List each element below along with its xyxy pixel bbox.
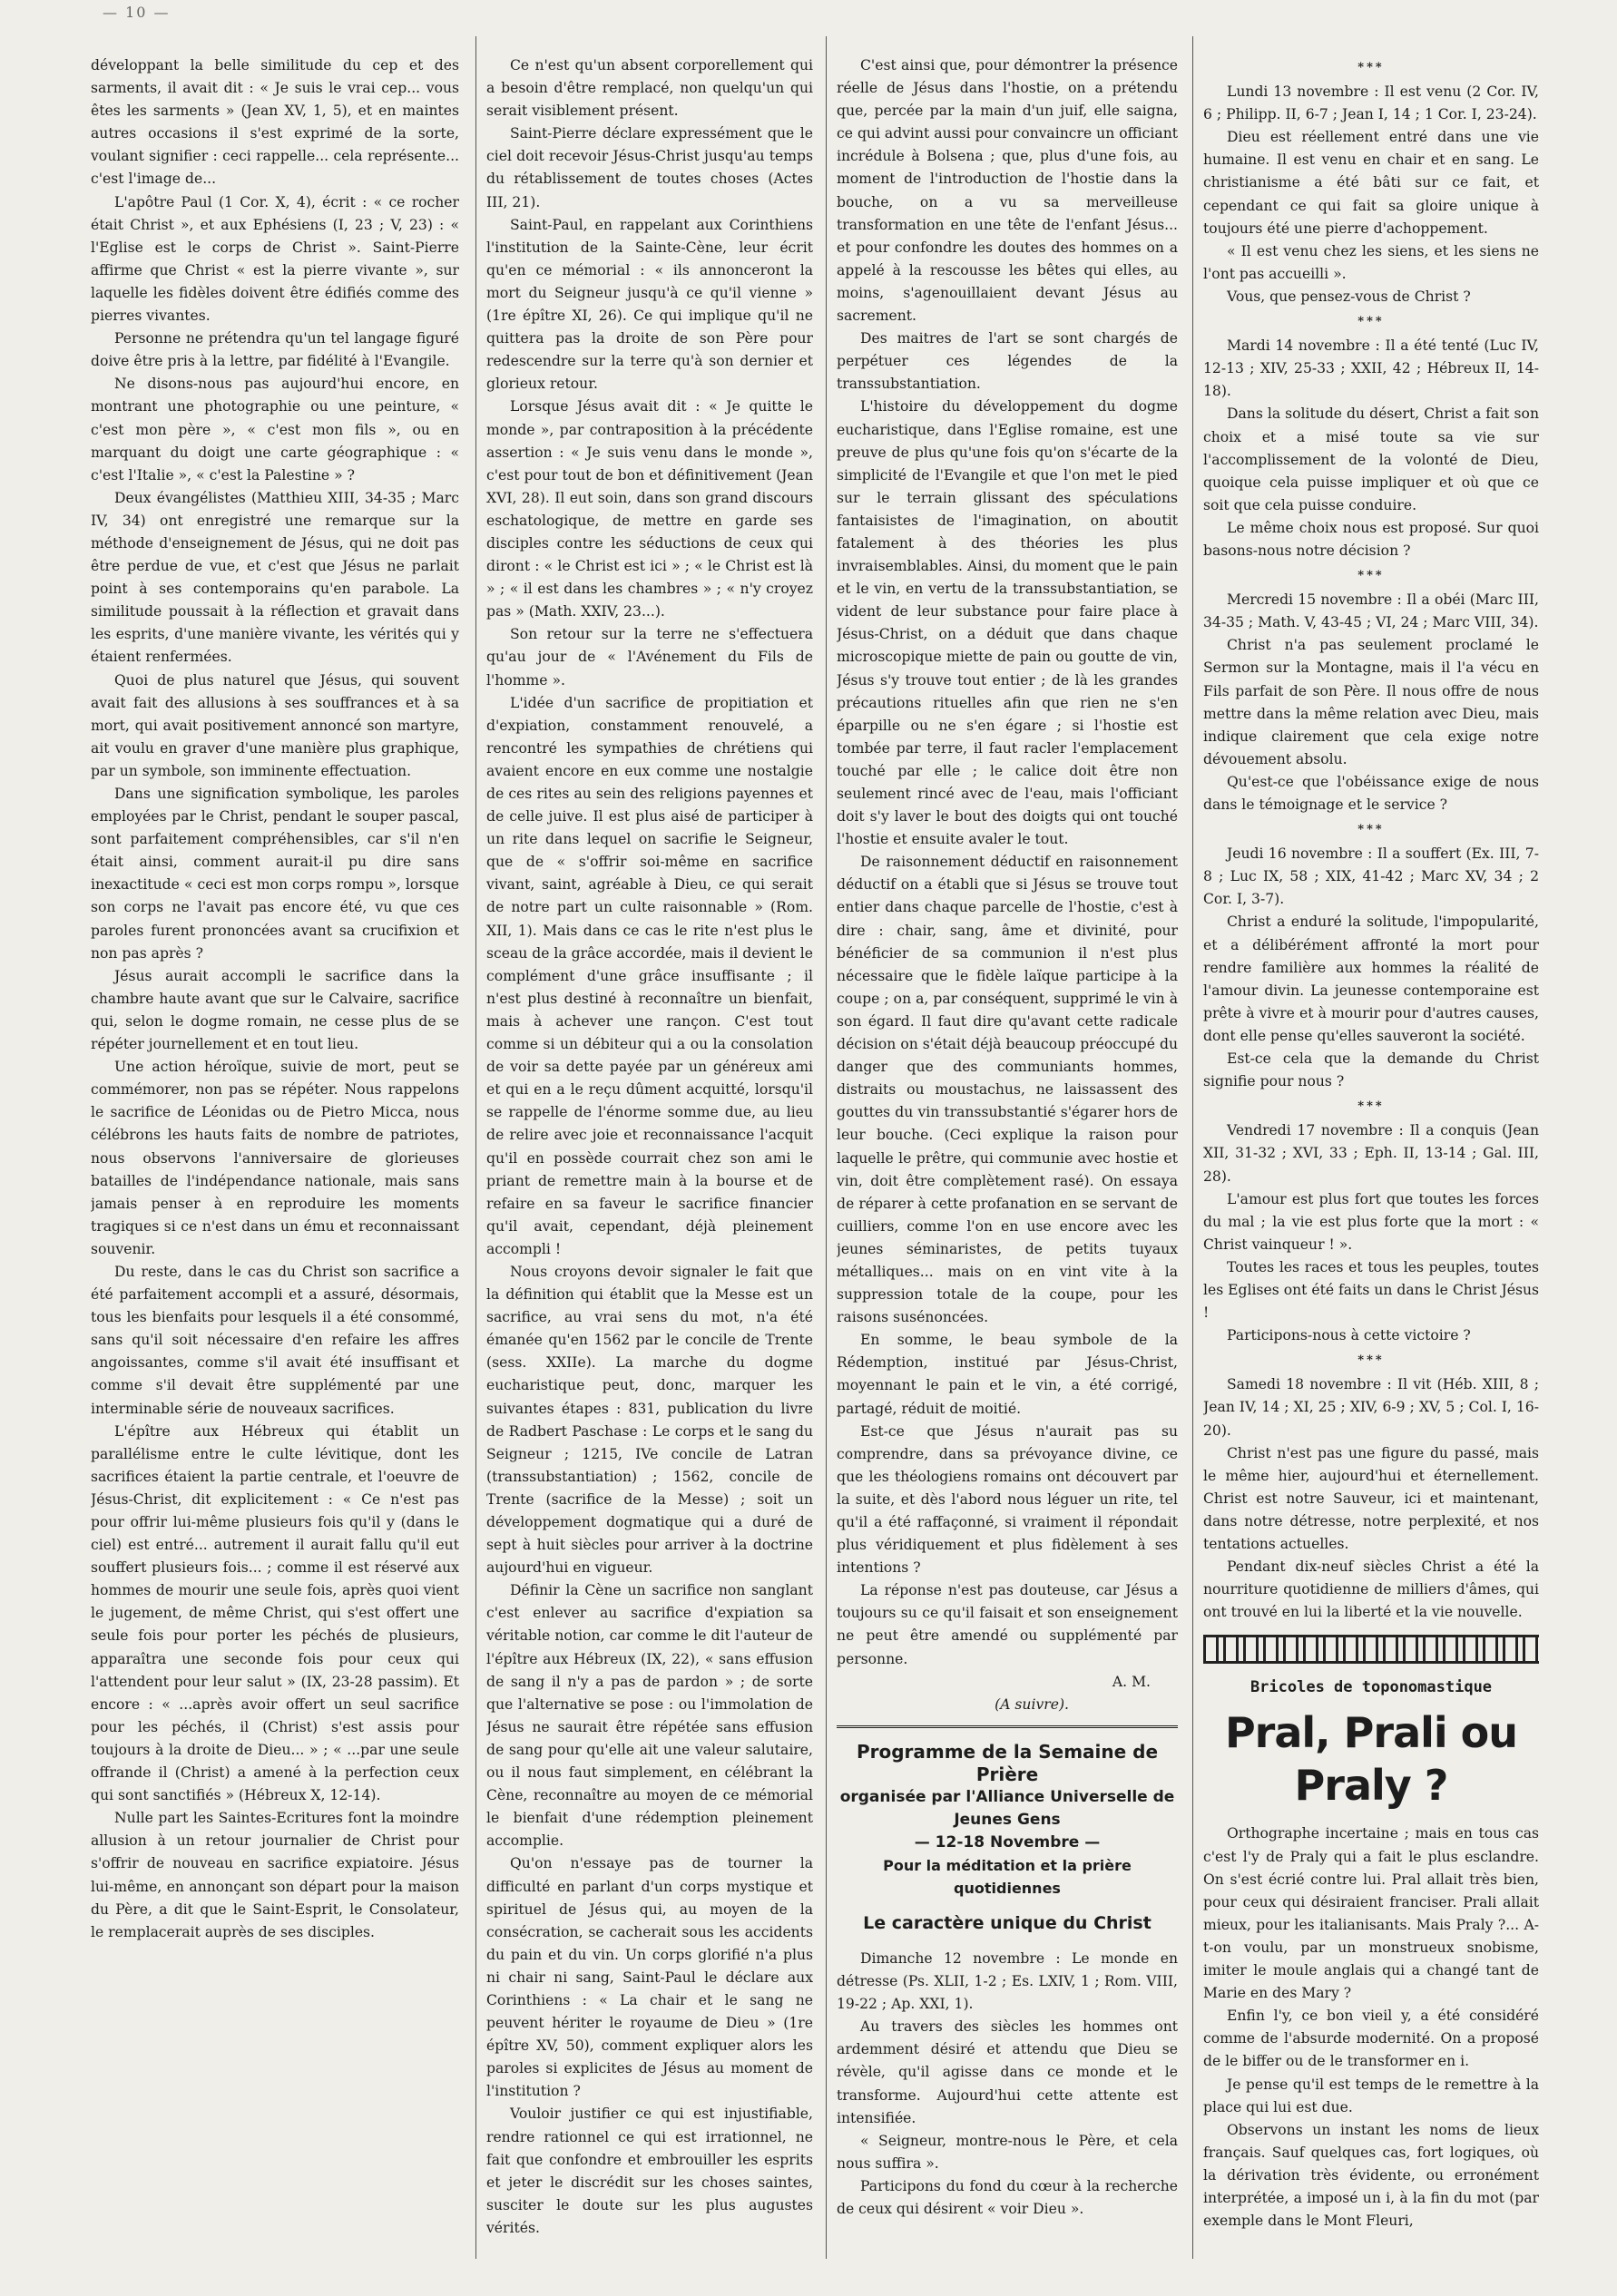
author-signature: A. M.	[1112, 1673, 1151, 1690]
paragraph: Qu'on n'essaye pas de tourner la difficulté en parlant d'un corps mystique et spirituel de Jésus qui, au moyen de la consécration, se cacherait sous les accidents du pain et du vin. Un corps glorifié n'a plus ni chair ni sang, Saint-Paul le déclare aux Corinthiens : « La chair et le sang ne peuvent hériter le royaume de Dieu » (1re épître XV, 50), comment expliquer alors les paroles si explicites de Jésus au moment de l'institution ?	[486, 1855, 813, 2100]
section-stars: ***	[1357, 1099, 1385, 1114]
paragraph: L'amour est plus fort que toutes les forces du mal ; la vie est plus forte que la mort : « Christ vainqueur ! ».	[1203, 1190, 1539, 1253]
paragraph: Dieu est réellement entré dans une vie humaine. Il est venu en chair et en sang. Le christianisme a été bâti sur ce fait, et cependant ce qui fait sa gloire unique à toujours été une pierre d'achoppement.	[1203, 129, 1539, 237]
programme-section-title: Le caractère unique du Christ	[863, 1912, 1152, 1933]
paragraph: Des maitres de l'art se sont chargés de perpétuer ces légendes de la transsubstantiation.	[837, 330, 1178, 393]
paragraph: Dimanche 12 novembre : Le monde en détresse (Ps. XLII, 1-2 ; Es. LXIV, 1 ; Rom. VIII, 19-22 ; Ap. XXI, 1).	[837, 1949, 1178, 2013]
article-column-3	[837, 54, 1178, 2268]
paragraph: Le même choix nous est proposé. Sur quoi basons-nous notre décision ?	[1203, 519, 1539, 559]
paragraph: Samedi 18 novembre : Il vit (Héb. XIII, 8 ; Jean IV, 14 ; XI, 25 ; XIV, 6-9 ; XV, 5 ; Col. I, 16-20).	[1203, 1376, 1539, 1439]
paragraph: Ce n'est qu'un absent corporellement qui a besoin d'être remplacé, non quelqu'un qui serait visiblement présent.	[486, 57, 813, 120]
paragraph: Mercredi 15 novembre : Il a obéi (Marc III, 34-35 ; Math. V, 43-45 ; VI, 24 ; Marc VIII, 34).	[1203, 591, 1539, 631]
paragraph: Mardi 14 novembre : Il a été tenté (Luc IV, 12-13 ; XIV, 25-33 ; XXII, 42 ; Hébreux II, 14-18).	[1203, 337, 1539, 400]
paragraph: Vendredi 17 novembre : Il a conquis (Jean XII, 31-32 ; XVI, 33 ; Eph. II, 13-14 ; Gal. III, 28).	[1203, 1122, 1539, 1185]
section-stars: ***	[1357, 823, 1385, 837]
paragraph: « Il est venu chez les siens, et les siens ne l'ont pas accueilli ».	[1203, 242, 1539, 282]
paragraph: Personne ne prétendra qu'un tel langage figuré doive être pris à la lettre, par fidélité à l'Evangile.	[91, 330, 459, 370]
section-stars: ***	[1357, 569, 1385, 583]
section-stars: ***	[1357, 315, 1385, 329]
paragraph: Jeudi 16 novembre : Il a souffert (Ex. III, 7-8 ; Luc IX, 58 ; XIX, 41-42 ; Marc XV, 34 ; 2 Cor. I, 3-7).	[1203, 845, 1539, 908]
paragraph: Lorsque Jésus avait dit : « Je quitte le monde », par contraposition à la précédente assertion : « Je suis venu dans le monde », c'est pour tout de bon et définitivement (Jean XVI, 28). Il eut soin, dans son grand discours eschatologique, de mettre en garde ses disciples contre les séductions de ceux qui diront : « le Christ est ici » ; « le Christ est là » ; « il est dans les chambres » ; « n'y croyez pas » (Math. XXIV, 23...).	[486, 398, 813, 620]
paragraph: Au travers des siècles les hommes ont ardemment désiré et attendu que Dieu se révèle, qu'il agisse dans ce monde et le transforme. Aujourd'hui cette attente est intensifiée.	[837, 2018, 1178, 2126]
paragraph: Est-ce cela que la demande du Christ signifie pour nous ?	[1203, 1050, 1539, 1090]
column-divider	[1192, 36, 1193, 2259]
paragraph: Participons-nous à cette victoire ?	[1227, 1327, 1471, 1344]
page-number: — 10 —	[103, 4, 171, 21]
programme-dates: — 12-18 Novembre —	[914, 1832, 1101, 1851]
paragraph: Enfin l'y, ce bon vieil y, a été considéré comme de l'absurde modernité. On a proposé de le biffer ou de le transformer en i.	[1203, 2008, 1539, 2070]
paragraph: L'idée d'un sacrifice de propitiation et d'expiation, constamment renouvelé, a rencontré les sympathies de chrétiens qui avaient encore en eux comme une nostalgie de ces rites au sein des religions payennes et de celle juive. Il est plus aisé de participer à un rite dans lequel on sacrifie le Seigneur, que de « s'offrir soi-même en sacrifice vivant, saint, agréable à Dieu, ce qui serait de notre part un culte raisonnable » (Rom. XII, 1). Mais dans ce cas le rite n'est plus le sceau de la grâce accordée, mais il devient le complément d'une grâce insuffisante ; il n'est plus destiné à reconnaître un bienfait, mais à achever une rançon. C'est tout comme si un débiteur qui a ou la consolation de voir sa dette payée par un généreux ami et qui en a le reçu dûment acquitté, lorsqu'il se rappelle de l'énorme somme due, au lieu de relire avec joie et reconnaissance l'acquit qu'il en possède courrait chez son ami le priant de remettre main à la bourse et de refaire en sa faveur le sacrifice financier qu'il avait, cependant, déjà pleinement accompli !	[486, 694, 813, 1257]
paragraph: Nous croyons devoir signaler le fait que la définition qui établit que la Messe est un sacrifice, au vrai sens du mot, n'a été émanée qu'en 1562 par le concile de Trente (sess. XXIIe). La marche du dogme eucharistique peut, donc, marquer les suivantes étapes : 831, publication du livre de Radbert Paschase : Le corps et le sang du Seigneur ; 1215, IVe concile de Latran (transsubstantiation) ; 1562, concile de Trente (sacrifice de la Messe) ; soit un développement dogmatique qui a duré de sept à huit siècles pour arriver à la doctrine aujourd'hui en vigueur.	[486, 1263, 813, 1577]
paragraph: Du reste, dans le cas du Christ son sacrifice a été parfaitement accompli et a assuré, désormais, tous les bienfaits pour lesquels il a été consommé, sans qu'il soit nécessaire d'en refaire les affres angoissantes, comme s'il avait été insuffisant et comme s'il devait être supplémenté par une interminable série de nouveaux sacrifices.	[91, 1263, 459, 1417]
paragraph: Quoi de plus naturel que Jésus, qui souvent avait fait des allusions à ses souffrances et à sa mort, qui avait positivement annoncé son martyre, ait voulu en graver d'une manière plus graphique, par un symbole, son imminente effectuation.	[91, 671, 459, 779]
paragraph: Est-ce que Jésus n'aurait pas su comprendre, dans sa prévoyance divine, ce que les théologiens romains ont découvert par la suite, et dès l'abord nous léguer un rite, tel qu'il a été raffaçonné, si vraiment il répondait plus véridiquement et plus fidèlement à ses intentions ?	[837, 1422, 1178, 1577]
column-divider	[475, 36, 476, 2259]
article-headline: Pral, Prali ou Praly ?	[1224, 1708, 1518, 1811]
section-divider	[837, 1725, 1178, 1728]
to-be-continued: (A suivre).	[995, 1695, 1069, 1713]
paragraph: Définir la Cène un sacrifice non sanglant c'est enlever au sacrifice d'expiation sa véritable notion, car comme le dit l'auteur de l'épître aux Hébreux (IX, 22), « sans effusion de sang il n'y a pas de pardon » ; de sorte que l'alternative se pose : ou l'immolation de Jésus ne saurait être répétée sans effusion de sang pour qu'elle ait une valeur salutaire, ou il nous faut simplement, en célébrant la Cène, reconnaître au moyen de ce mémorial le bienfait d'une rédemption pleinement accomplie.	[486, 1582, 813, 1850]
paragraph: Saint-Pierre déclare expressément que le ciel doit recevoir Jésus-Christ jusqu'au temps du rétablissement de toutes choses (Actes III, 21).	[486, 125, 813, 210]
paragraph: Son retour sur la terre ne s'effectuera qu'au jour de « l'Avénement du Fils de l'homme ».	[486, 626, 813, 689]
paragraph: Observons un instant les noms de lieux français. Sauf quelques cas, fort logiques, où la dérivation très évidente, ou erronément interprétée, a imposé un i, à la fin du mot (par exemple dans le Mont Fleuri,	[1203, 2121, 1539, 2230]
column-divider	[826, 36, 827, 2259]
programme-title: Programme de la Semaine de Prière	[856, 1740, 1159, 1785]
paragraph: La réponse n'est pas douteuse, car Jésus a toujours su ce qu'il faisait et son enseignement ne peut être amendé ou supplémenté par personne.	[837, 1582, 1178, 1667]
paragraph: Saint-Paul, en rappelant aux Corinthiens l'institution de la Sainte-Cène, leur écrit qu'en ce mémorial : « ils annonceront la mort du Seigneur jusqu'à ce qu'il vienne » (1re épître XI, 26). Ce qui implique qu'il ne quittera pas la droite de son Père pour redescendre sur la terre qu'à son dernier et glorieux retour.	[486, 216, 813, 393]
programme-subtitle: organisée par l'Alliance Universelle de Jeunes Gens	[839, 1787, 1175, 1829]
paragraph: C'est ainsi que, pour démontrer la présence réelle de Jésus dans l'hostie, on a prétendu que, percée par la main d'un juif, elle saigna, ce qui advint aussi pour convaincre un officiant incrédule à Bolsena ; que, plus d'une fois, au moment de l'introduction de l'hostie dans la bouche, on a vu sa merveilleuse transformation en une tête de l'enfant Jésus... et pour confondre les doutes des hommes on a appelé à la rescousse les bêtes qui elles, au moins, s'agenouillaient devant Jésus au sacrement.	[837, 57, 1178, 325]
paragraph: Vouloir justifier ce qui est injustifiable, rendre rationnel ce qui est irrationnel, ne fait que confondre et embrouiller les esprits et jeter le discrédit sur les choses saintes, susciter le doute sur les plus augustes vérités.	[486, 2105, 813, 2236]
paragraph: Lundi 13 novembre : Il est venu (2 Cor. IV, 6 ; Philipp. II, 6-7 ; Jean I, 14 ; 1 Cor. I, 23-24).	[1203, 83, 1539, 123]
paragraph: développant la belle similitude du cep et des sarments, il avait dit : « Je suis le vrai cep... vous êtes les sarments » (Jean XV, 1, 5), et en maintes autres occasions il s'est exprimé de la sorte, voulant signifier : ceci rappelle... cela représente... c'est l'image de...	[91, 57, 459, 188]
paragraph: Christ a enduré la solitude, l'impopularité, et a délibérément affronté la mort pour rendre familière aux hommes la réalité de l'amour divin. La jeunesse contemporaine est prête à vivre et à mourir pour d'autres causes, dont elle pense qu'elles sauveront la société.	[1203, 914, 1539, 1044]
paragraph: L'histoire du développement du dogme eucharistique, dans l'Eglise romaine, est une preuve de plus qu'une fois qu'on s'écarte de la simplicité de l'Evangile et que l'on met le pied sur le terrain glissant des spéculations fantaisistes de l'imagination, on aboutit fatalement à des théories les plus invraisemblables. Ainsi, du moment que le pain et le vin, en vertu de la transsubstantiation, se vident de leur substance pour faire place à Jésus-Christ, on a déduit que dans chaque microscopique miette de pain ou goutte de vin, Jésus s'y trouve tout entier ; de là les grandes précautions rituelles afin que rien ne s'en éparpille ou ne s'en égare ; si l'hostie est tombée par terre, il faut racler l'emplacement touché par elle ; le calice doit être non seulement rincé avec de l'eau, mais l'officiant doit s'y laver le bout des doigts qui ont touché l'hostie et ensuite avaler le tout.	[837, 398, 1178, 848]
paragraph: L'épître aux Hébreux qui établit un parallélisme entre le culte lévitique, dont les sacrifices étaient la partie centrale, et l'oeuvre de Jésus-Christ, dit explicitement : « Ce n'est pas pour offrir lui-même plusieurs fois qu'il y (dans le ciel) est entré... autrement il aurait fallu qu'il eut souffert plusieurs fois... ; comme il est réservé aux hommes de mourir une seule fois, après quoi vient le jugement, de même Christ, qui s'est offert une seule fois pour porter les péchés de plusieurs, apparaîtra une seconde fois pour ceux qui l'attendent pour leur salut » (IX, 23-28 passim). Et encore : « ...après avoir offert un seul sacrifice pour les péchés, il (Christ) s'est assis pour toujours à la droite de Dieu... » ; « ...par une seule offrande il (Christ) a amené à la perfection ceux qui sont sanctifiés » (Hébreux X, 12-14).	[91, 1422, 459, 1804]
paragraph: « Seigneur, montre-nous le Père, et cela nous suffira ».	[837, 2132, 1178, 2172]
paragraph: Orthographe incertaine ; mais en tous cas c'est l'y de Praly qui a fait le plus esclandre. On s'est écrié contre lui. Pral allait très bien, pour ceux qui désiraient franciser. Prali allait mieux, pour les italianisants. Mais Praly ?... A-t-on voulu, par un monstrueux snobisme, imiter le moule anglais qui a changé tant de Marie en des Mary ?	[1203, 1825, 1539, 2002]
paragraph: Dans une signification symbolique, les paroles employées par le Christ, pendant le souper pascal, sont parfaitement compréhensibles, car s'il n'en était ainsi, comment aurait-il pu dire sans inexactitude « ceci est mon corps rompu », lorsque son corps ne l'avait pas encore été, vu que ces paroles furent prononcées avant sa crucifixion et non pas après ?	[91, 786, 459, 962]
paragraph: Deux évangélistes (Matthieu XIII, 34-35 ; Marc IV, 34) ont enregistré une remarque sur la méthode d'enseignement de Jésus, qui ne doit pas être perdue de vue, et c'est que Jésus ne parlait point à ses contemporains qu'en parabole. La similitude poussait à la réflection et gravait dans les esprits, d'une manière vivante, les vérités qui y étaient renfermées.	[91, 489, 459, 666]
paragraph: Nulle part les Saintes-Ecritures font la moindre allusion à un retour journalier de Christ pour s'offrir de nouveau en sacrifice expiatoire. Jésus lui-même, en annonçant son départ pour la maison du Père, a dit que le Saint-Esprit, le Consolateur, le remplacerait auprès de ses disciples.	[91, 1810, 459, 1940]
section-stars: ***	[1357, 61, 1385, 74]
paragraph: En somme, le beau symbole de la Rédemption, institué par Jésus-Christ, moyennant le pain et le vin, a été corrigé, partagé, réduit de moitié.	[837, 1332, 1178, 1417]
paragraph: Christ n'a pas seulement proclamé le Sermon sur la Montagne, mais il l'a vécu en Fils parfait de son Père. Il nous offre de nous mettre dans la même relation avec Dieu, mais indique clairement que cela exige notre dévouement absolu.	[1203, 637, 1539, 767]
paragraph: Ne disons-nous pas aujourd'hui encore, en montrant une photographie ou une peinture, « c'est mon père », « c'est mon fils », ou en marquant du doigt une carte géographique : « c'est l'Italie », « c'est la Palestine » ?	[91, 376, 459, 484]
paragraph: Dans la solitude du désert, Christ a fait son choix et a misé toute sa vie sur l'accomplissement de la volonté de Dieu, quoique cela puisse impliquer et où que ce soit que cela puisse conduire.	[1203, 405, 1539, 513]
paragraph: Qu'est-ce que l'obéissance exige de nous dans le témoignage et le service ?	[1203, 773, 1539, 813]
article-column-2	[486, 54, 813, 2268]
paragraph: Une action héroïque, suivie de mort, peut se commémorer, non pas se répéter. Nous rappelons le sacrifice de Léonidas ou de Pietro Micca, nous célébrons les hauts faits de nombre de patriotes, nous observons l'anniversaire de glorieuses batailles de l'indépendance nationale, mais sans jamais penser à en reproduire les moments tragiques si ce n'est dans un ému et reconnaissant souvenir.	[91, 1059, 459, 1257]
article-column-4	[1203, 54, 1539, 2268]
paragraph: Toutes les races et tous les peuples, toutes les Eglises ont été faits un dans le Christ Jésus !	[1203, 1258, 1539, 1322]
paragraph: Christ n'est pas une figure du passé, mais le même hier, aujourd'hui et éternellement. Christ est notre Sauveur, ici et maintenant, dans notre détresse, notre perplexité, et nos tentations actuelles.	[1203, 1444, 1539, 1552]
decorative-border	[1203, 1635, 1539, 1664]
programme-heading	[837, 1741, 1178, 1900]
paragraph: L'apôtre Paul (1 Cor. X, 4), écrit : « ce rocher était Christ », et aux Ephésiens (I, 23 ; V, 23) : « l'Eglise est le corps de Christ ». Saint-Pierre affirme que Christ « est la pierre vivante », sur laquelle les fidèles doivent être édifiés comme des pierres vivantes.	[91, 193, 459, 325]
paragraph: Jésus aurait accompli le sacrifice dans la chambre haute avant que sur le Calvaire, sacrifice qui, selon le dogme romain, ne cesse plus de se répéter journellement et en tout lieu.	[91, 967, 459, 1053]
paragraph: Pendant dix-neuf siècles Christ a été la nourriture quotidienne de milliers d'âmes, qui ont trouvé en lui la liberté et la vie nouvelle.	[1203, 1558, 1539, 1621]
section-stars: ***	[1357, 1353, 1385, 1368]
rubric-title: Bricoles de toponomastique	[1250, 1678, 1493, 1697]
article-column-1	[91, 54, 459, 2268]
paragraph: Participons du fond du cœur à la recherche de ceux qui désirent « voir Dieu ».	[837, 2177, 1178, 2217]
programme-purpose: Pour la méditation et la prière quotidiennes	[883, 1856, 1132, 1897]
paragraph: Je pense qu'il est temps de le remettre à la place qui lui est due.	[1203, 2076, 1539, 2115]
paragraph: Vous, que pensez-vous de Christ ?	[1227, 288, 1471, 305]
paragraph: De raisonnement déductif en raisonnement déductif on a établi que si Jésus se trouve tout entier dans chaque parcelle de l'hostie, c'est à dire : chair, sang, âme et divinité, pour bénéficier de sa communion il n'est plus nécessaire que le fidèle laïque participe à la coupe ; on a, par conséquent, supprimé le vin à son égard. Il faut dire qu'avant cette radicale décision on s'était déjà beaucoup préoccupé du danger que des communiants hommes, distraits ou moustachus, ne laissassent des gouttes du vin transsubstantié s'égarer hors de leur bouche. (Ceci explique la raison pour laquelle le prêtre, qui communie avec hostie et vin, doit être complètement rasé). On essaya de réparer à cette profanation en se servant de cuilliers, comme l'on en use encore avec les jeunes séminaristes, de petits tuyaux métalliques... mais on en vint vite à la suppression totale de la coupe, pour les raisons susénoncées.	[837, 854, 1178, 1326]
